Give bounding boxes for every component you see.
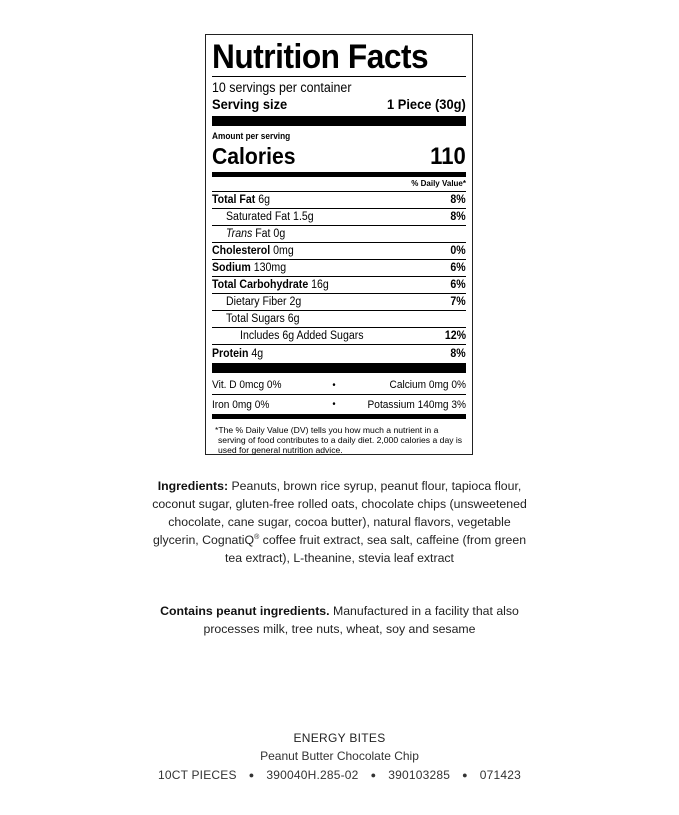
- separator-dot: •: [332, 399, 336, 410]
- nutrient-row-dietary-fiber: Dietary Fiber 2g 7%: [212, 294, 466, 311]
- product-name: ENERGY BITES: [293, 731, 386, 745]
- potassium: Potassium 140mg 3%: [367, 398, 466, 411]
- ingredients-statement: [150, 477, 529, 567]
- product-code: 071423: [479, 768, 521, 782]
- vitamin-row: [212, 376, 466, 395]
- product-code: 390103285: [388, 768, 451, 782]
- vitamin-d: Vit. D 0mcg 0%: [212, 379, 282, 391]
- product-code: 390040H.285-02: [266, 768, 359, 782]
- nutrient-row-protein: Protein 4g 8%: [212, 347, 466, 360]
- ingredients-text-continued: coffee fruit extract, sea salt, caffeine (from green tea extract), L-theanine, stevia leaf extract: [225, 533, 527, 565]
- iron: Iron 0mg 0%: [212, 398, 270, 411]
- product-code: 10CT PIECES: [158, 768, 237, 782]
- registered-mark: ®: [254, 533, 260, 541]
- product-codes: [0, 768, 679, 782]
- divider-thick: [212, 116, 466, 126]
- product-flavor: Peanut Butter Chocolate Chip: [260, 749, 419, 763]
- serving-size-row: [212, 96, 466, 113]
- label-title: Nutrition Facts: [212, 38, 429, 76]
- nutrient-row-sodium: Sodium 130mg 6%: [212, 260, 466, 277]
- divider-thick: [212, 363, 466, 373]
- nutrient-row-saturated-fat: Saturated Fat 1.5g 8%: [212, 209, 466, 226]
- daily-value-footnote: *The % Daily Value (DV) tells you how much a nutrient in a serving of food contributes to a daily diet. 2,000 calories a day is used for general nutrition advice.: [215, 425, 463, 455]
- nutrient-row-added-sugars: Includes 6g Added Sugars 12%: [212, 328, 466, 345]
- nutrition-facts-label: [205, 34, 473, 455]
- allergen-text: Manufactured in a facility that also processes milk, tree nuts, wheat, soy and sesame: [203, 604, 519, 636]
- divider-medium: [212, 414, 466, 419]
- nutrient-row-total-fat: Total Fat 6g 8%: [212, 192, 466, 209]
- daily-value-header: % Daily Value*: [212, 177, 466, 192]
- calories-label: Calories: [212, 143, 296, 169]
- serving-size-label: Serving size: [212, 96, 288, 112]
- bullet-separator: ●: [370, 770, 377, 780]
- separator-dot: •: [332, 379, 336, 391]
- bullet-separator: ●: [248, 770, 255, 780]
- bullet-separator: ●: [462, 770, 468, 780]
- vitamin-row: [212, 395, 466, 414]
- calories-value: 110: [430, 143, 466, 170]
- serving-size-value: 1 Piece (30g): [387, 96, 466, 112]
- servings-per-container: 10 servings per container: [212, 80, 352, 95]
- nutrient-row-cholesterol: Cholesterol 0mg 0%: [212, 243, 466, 260]
- ingredients-text: Peanuts, brown rice syrup, peanut flour, tapioca flour, coconut sugar, gluten-free rolled oats, chocolate chips (unsweetened chocolate, cane sugar, cocoa butter), natural flavors, vegetable glycerin, CognatiQ: [152, 479, 527, 547]
- nutrient-row-total-carbohydrate: Total Carbohydrate 16g 6%: [212, 277, 466, 294]
- allergen-heading: Contains peanut ingredients.: [160, 604, 330, 618]
- ingredients-heading: Ingredients:: [157, 479, 229, 493]
- nutrient-row-total-sugars: Total Sugars 6g: [212, 311, 466, 328]
- nutrient-row-trans-fat: Trans Fat 0g: [212, 226, 466, 243]
- calcium: Calcium 0mg 0%: [389, 379, 466, 391]
- amount-per-serving: Amount per serving: [212, 131, 291, 141]
- allergen-statement: [150, 602, 529, 638]
- calories-row: [212, 143, 466, 170]
